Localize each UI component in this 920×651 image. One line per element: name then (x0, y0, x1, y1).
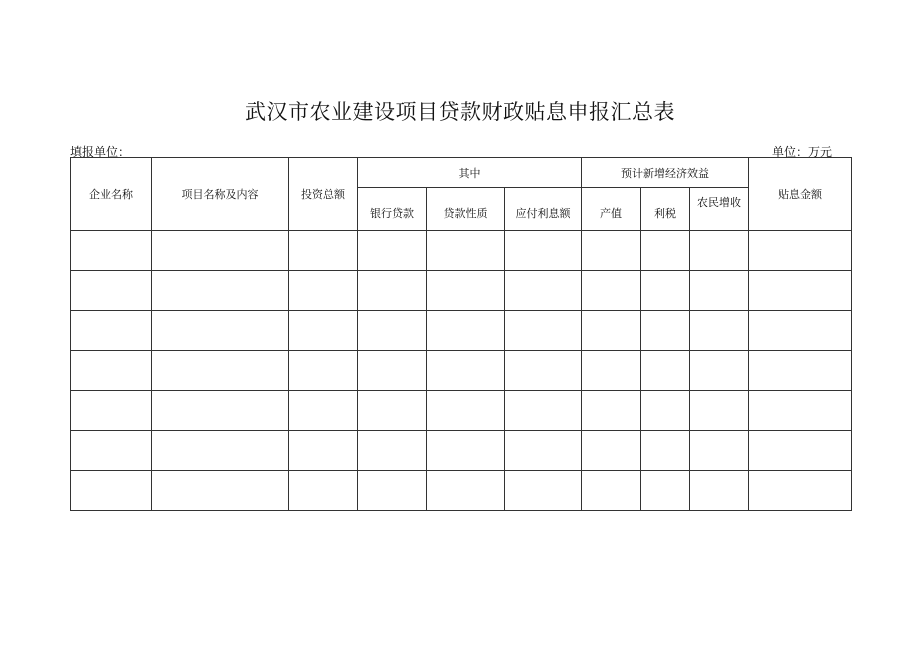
page-title: 武汉市农业建设项目贷款财政贴息申报汇总表 (245, 100, 675, 124)
table-cell (289, 471, 358, 511)
table-cell (427, 271, 505, 311)
table-cell (152, 431, 289, 471)
reporting-unit-label: 填报单位： (70, 145, 131, 159)
table-row (71, 471, 852, 511)
table-cell (152, 311, 289, 351)
header-output-value: 产值 (582, 188, 641, 231)
table-cell (505, 271, 582, 311)
table-row (71, 351, 852, 391)
table-cell (749, 351, 852, 391)
table-cell (71, 391, 152, 431)
table-body (71, 231, 852, 511)
table-cell (427, 311, 505, 351)
table-cell (749, 391, 852, 431)
summary-table (70, 157, 852, 511)
table-cell (690, 351, 749, 391)
table-cell (505, 431, 582, 471)
header-company-name: 企业名称 (71, 158, 152, 231)
table-cell (152, 391, 289, 431)
header-bank-loan: 银行贷款 (358, 188, 427, 231)
table-cell (690, 271, 749, 311)
table-cell (505, 351, 582, 391)
table-cell (427, 351, 505, 391)
table-cell (289, 431, 358, 471)
table-row (71, 431, 852, 471)
table-cell (641, 351, 690, 391)
header-loan-nature: 贷款性质 (427, 188, 505, 231)
table-cell (427, 391, 505, 431)
header-subsidy-amount: 贴息金额 (749, 158, 852, 231)
table-row (71, 311, 852, 351)
header-total-investment: 投资总额 (289, 158, 358, 231)
table-cell (582, 231, 641, 271)
table-cell (690, 391, 749, 431)
table-cell (152, 351, 289, 391)
table-cell (641, 271, 690, 311)
table-cell (505, 231, 582, 271)
table-row (71, 271, 852, 311)
table-cell (71, 271, 152, 311)
table-cell (749, 431, 852, 471)
table-cell (289, 311, 358, 351)
table-cell (71, 351, 152, 391)
table-cell (358, 351, 427, 391)
table-cell (641, 431, 690, 471)
header-expected-benefit: 预计新增经济效益 (582, 158, 749, 188)
table-cell (358, 431, 427, 471)
table-cell (427, 231, 505, 271)
table-row (71, 231, 852, 271)
table-cell (358, 271, 427, 311)
header-profit-tax: 利税 (641, 188, 690, 231)
table-cell (427, 471, 505, 511)
table-cell (690, 431, 749, 471)
table-cell (505, 311, 582, 351)
table-cell (582, 471, 641, 511)
table-cell (505, 391, 582, 431)
table-cell (358, 471, 427, 511)
table-cell (152, 471, 289, 511)
table-row (71, 391, 852, 431)
header-farmer-income: 农民增收 (690, 188, 749, 231)
table-cell (641, 471, 690, 511)
table-cell (690, 231, 749, 271)
table-cell (152, 231, 289, 271)
table-cell (71, 311, 152, 351)
unit-label: 单位：万元 (772, 145, 833, 159)
table-cell (358, 231, 427, 271)
table-cell (358, 391, 427, 431)
table-cell (749, 311, 852, 351)
table-cell (582, 271, 641, 311)
table-cell (289, 231, 358, 271)
table-cell (582, 391, 641, 431)
table-cell (152, 271, 289, 311)
table-cell (71, 431, 152, 471)
table-cell (582, 351, 641, 391)
table-cell (641, 311, 690, 351)
table-cell (358, 311, 427, 351)
table-cell (505, 471, 582, 511)
table-cell (690, 311, 749, 351)
table-cell (71, 471, 152, 511)
table-cell (289, 351, 358, 391)
table-cell (582, 431, 641, 471)
header-interest-payable: 应付利息额 (505, 188, 582, 231)
table-cell (289, 271, 358, 311)
header-project-name: 项目名称及内容 (152, 158, 289, 231)
header-of-which: 其中 (358, 158, 582, 188)
table-cell (582, 311, 641, 351)
table-cell (690, 471, 749, 511)
table-cell (71, 231, 152, 271)
table-cell (641, 391, 690, 431)
table-cell (427, 431, 505, 471)
table-cell (641, 231, 690, 271)
table-cell (749, 231, 852, 271)
table-cell (749, 271, 852, 311)
table-cell (289, 391, 358, 431)
table-cell (749, 471, 852, 511)
